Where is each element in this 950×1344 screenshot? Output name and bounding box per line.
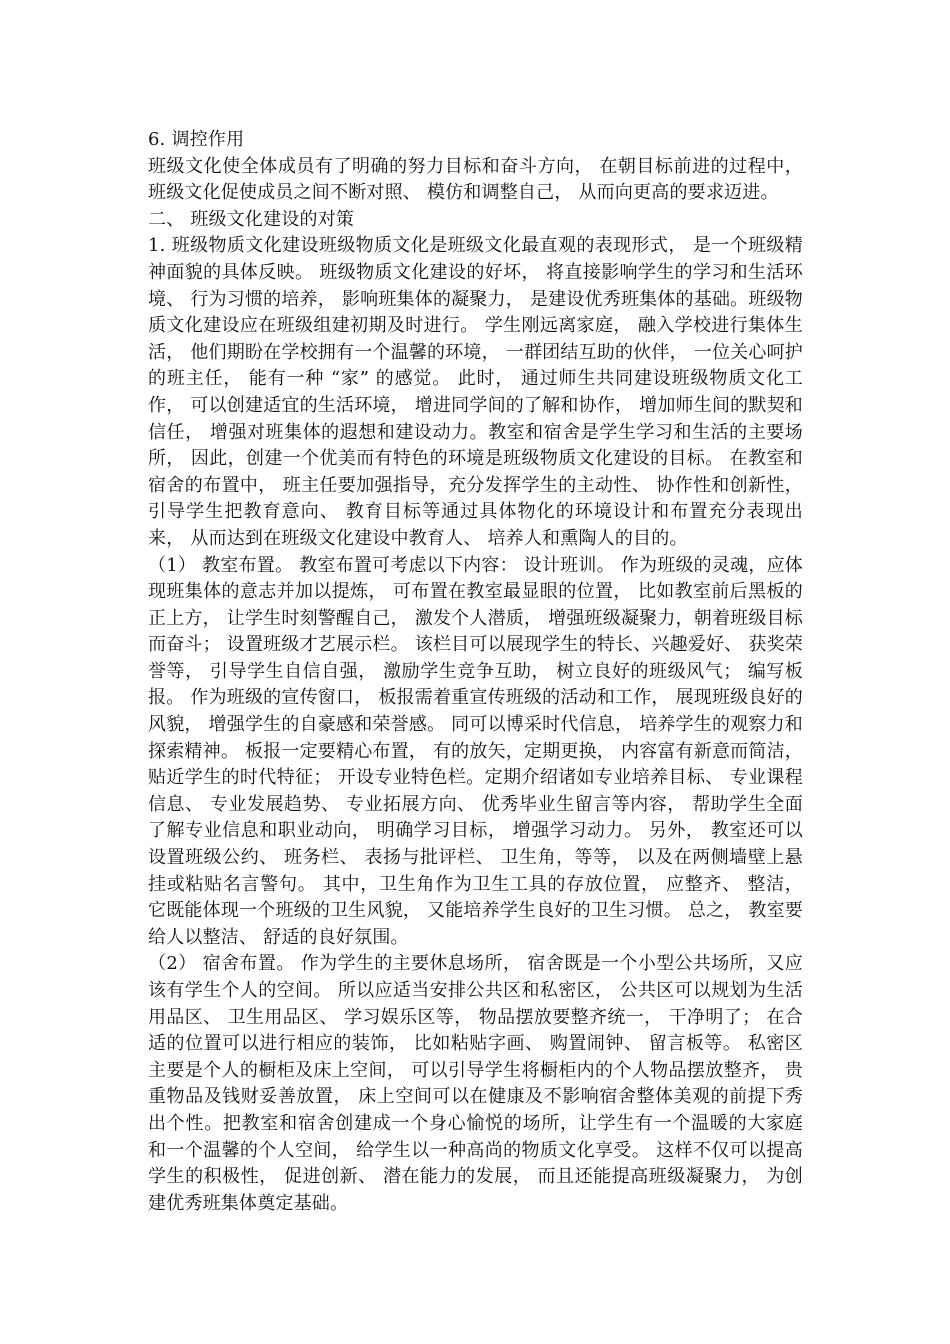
document-body: [148, 127, 803, 1217]
paragraph-dormitory-layout: （2） 宿舍布置。 作为学生的主要休息场所， 宿舍既是一个小型公共场所，又应该有学生个人的空间。 所以应适当安排公共区和私密区， 公共区可以规划为生活用品区、 卫生用品区、 学习娱乐区等， 物品摆放要整齐统一， 干净明了； 在合适的位置可以进行相应的装饰， 比如粘贴字画、 购置闹钟、 留言板等。 私密区主要是个人的橱柜及床上空间， 可以引导学生将橱柜内的个人物品摆放整齐， 贵重物品及钱财妥善放置， 床上空间可以在健康及不影响宿舍整体美观的前提下秀出个性。把教室和宿舍创建成一个身心愉悦的场所，让学生有一个温暖的大家庭和一个温馨的个人空间， 给学生以一种高尚的物质文化享受。 这样不仅可以提高学生的积极性， 促进创新、 潜在能力的发展， 而且还能提高班级凝聚力， 为创建优秀班集体奠定基础。: [148, 953, 803, 1214]
paragraph-material-culture: 1. 班级物质文化建设班级物质文化是班级文化最直观的表现形式， 是一个班级精神面貌的具体反映。 班级物质文化建设的好坏， 将直接影响学生的学习和生活环境、 行为习惯的培养， 影响班集体的凝聚力， 是建设优秀班集体的基础。班级物质文化建设应在班级组建初期及时进行。 学生刚远离家庭， 融入学校进行集体生活， 他们期盼在学校拥有一个温馨的环境， 一群团结互助的伙伴， 一位关心呵护的班主任， 能有一种 “家” 的感觉。 此时， 通过师生共同建设班级物质文化工作， 可以创建适宜的生活环境， 增进同学间的了解和协作， 增加师生间的默契和信任， 增强对班集体的遐想和建设动力。教室和宿舍是学生学习和生活的主要场所， 因此，创建一个优美而有特色的环境是班级物质文化建设的目标。 在教室和宿舍的布置中， 班主任要加强指导，充分发挥学生的主动性、 协作性和创新性， 引导学生把教育意向、 教育目标等通过具体物化的环境设计和布置充分表现出来， 从而达到在班级文化建设中教育人、 培养人和熏陶人的目的。: [148, 235, 803, 549]
heading-strategies: 二、 班级文化建设的对策: [148, 208, 355, 230]
paragraph-regulation: 班级文化使全体成员有了明确的努力目标和奋斗方向， 在朝目标前进的过程中， 班级文化促使成员之间不断对照、 模仿和调整自己， 从而向更高的要求迈进。: [148, 155, 803, 204]
paragraph-classroom-layout: （1） 教室布置。 教室布置可考虑以下内容： 设计班训。 作为班级的灵魂，应体现班集体的意志并加以提炼， 可布置在教室最显眼的位置， 比如教室前后黑板的正上方， 让学生时刻警醒自己， 激发个人潜质， 增强班级凝聚力，朝着班级目标而奋斗； 设置班级才艺展示栏。 该栏目可以展现学生的特长、兴趣爱好、 获奖荣誉等， 引导学生自信自强， 激励学生竞争互助， 树立良好的班级风气； 编写板报。 作为班级的宣传窗口， 板报需着重宣传班级的活动和工作， 展现班级良好的风貌， 增强学生的自豪感和荣誉感。 同可以博采时代信息， 培养学生的观察力和探索精神。 板报一定要精心布置， 有的放矢，定期更换， 内容富有新意而简洁， 贴近学生的时代特征； 开设专业特色栏。定期介绍诸如专业培养目标、 专业课程信息、 专业发展趋势、 专业拓展方向、 优秀毕业生留言等内容， 帮助学生全面了解专业信息和职业动向， 明确学习目标， 增强学习动力。 另外， 教室还可以设置班级公约、 班务栏、 表扬与批评栏、 卫生角，等等， 以及在两侧墙壁上悬挂或粘贴名言警句。 其中，卫生角作为卫生工具的存放位置， 应整齐、 整洁， 它既能体现一个班级的卫生风貌， 又能培养学生良好的卫生习惯。 总之， 教室要给人以整洁、 舒适的良好氛围。: [148, 554, 803, 948]
heading-regulation-function: 6. 调控作用: [148, 129, 245, 150]
